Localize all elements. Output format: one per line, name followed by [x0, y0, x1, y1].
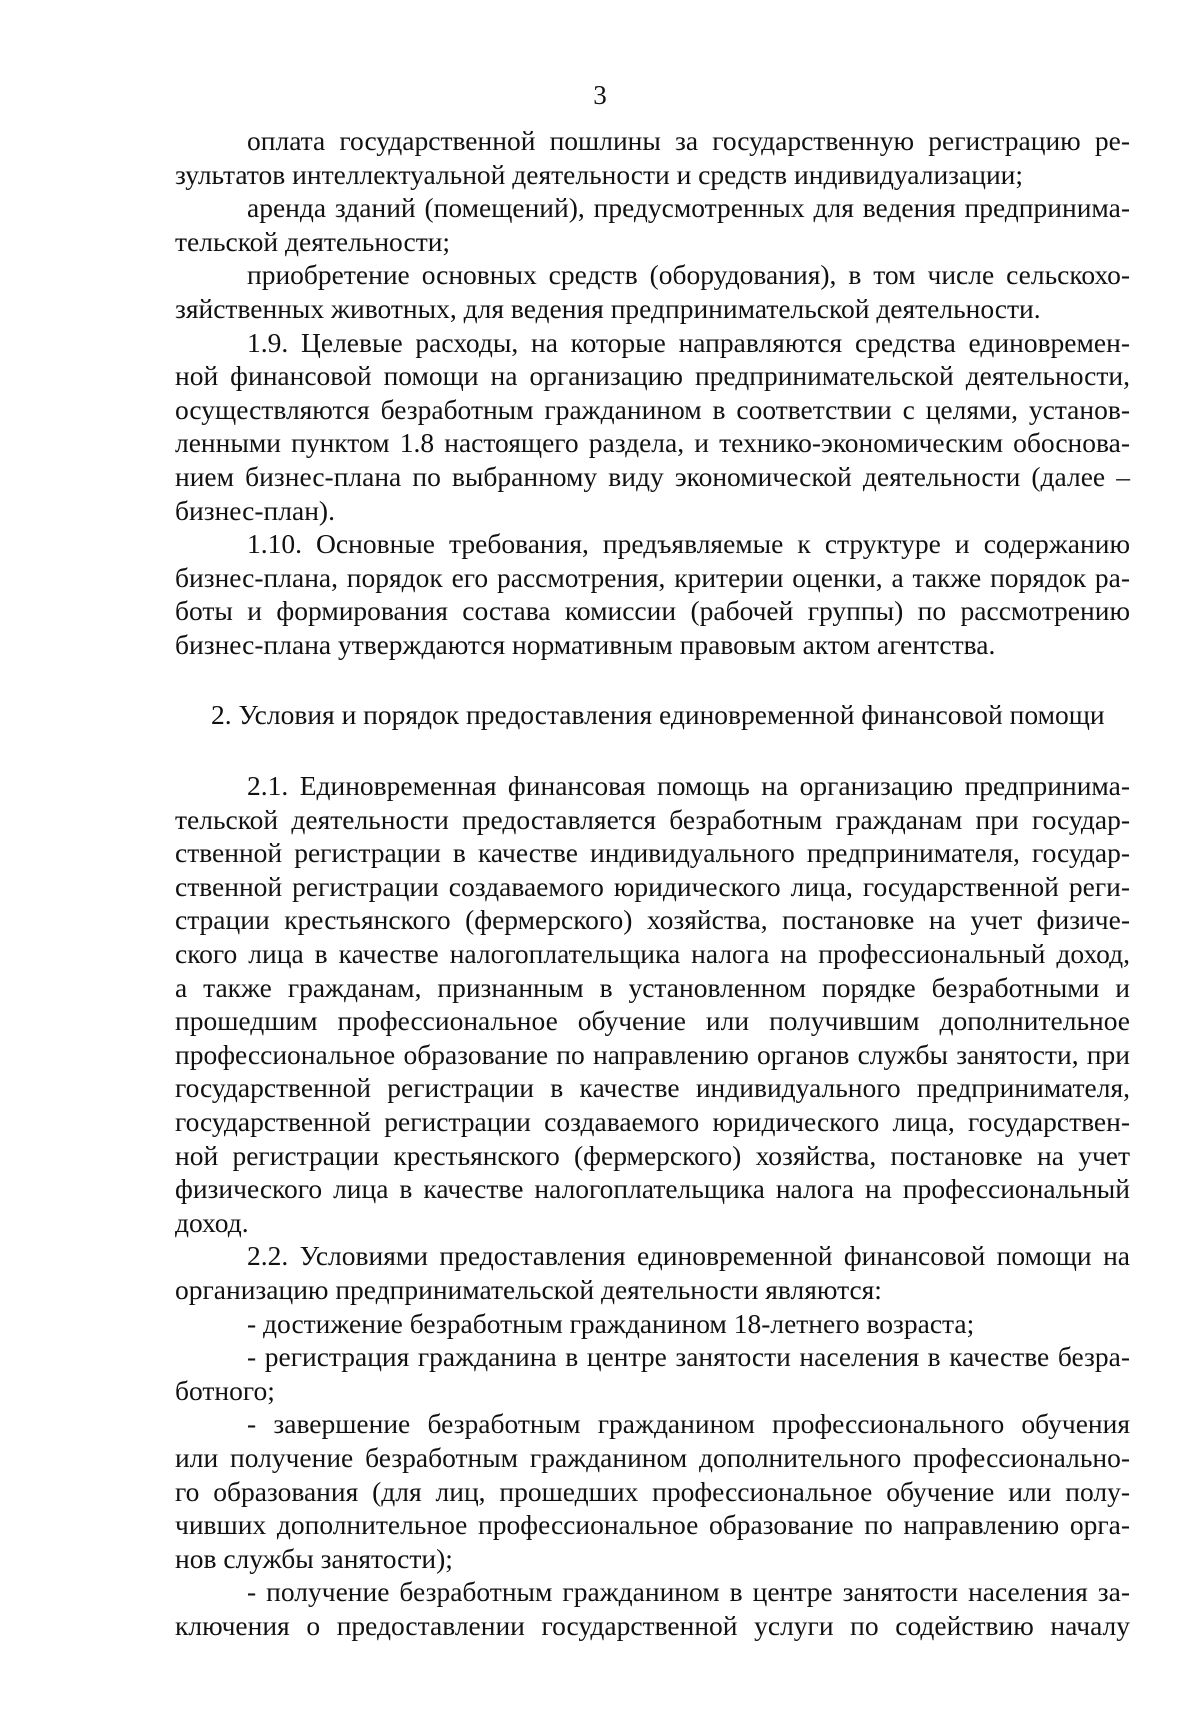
text-line: ключения о предоставлении государственной услуги по содействию началу [175, 1609, 1130, 1641]
text-line: организацию предпринимательской деятельности являются: [175, 1274, 882, 1305]
list-item [175, 1575, 1130, 1642]
text-line: профессиональное образование по направлению органов службы занятости, при [175, 1038, 1130, 1070]
paragraph [175, 1239, 1130, 1306]
text-line: зяйственных животных, для ведения предпринимательской деятельности. [175, 292, 1041, 324]
text-line: - регистрация гражданина в центре занятости населения в качестве безра- [247, 1341, 1130, 1373]
list-item [175, 1307, 1130, 1341]
text-line: ботного; [175, 1374, 275, 1406]
text-line: государственной регистрации создаваемого юридического лица, государствен- [175, 1106, 1130, 1138]
text-line: тельской деятельности предоставляется безработным гражданам при государ- [175, 803, 1130, 835]
text-line: боты и формирования состава комиссии (рабочей группы) по рассмотрению [175, 595, 1130, 627]
paragraph [175, 124, 1130, 191]
text-line: нием бизнес-плана по выбранному виду экономической деятельности (далее – [175, 460, 1130, 492]
text-line: бизнес-плана, порядок его рассмотрения, критерии оценки, а также порядок ра- [175, 561, 1130, 593]
text-line: 1.9. Целевые расходы, на которые направляются средства единовремен- [247, 326, 1130, 358]
text-line: 2.2. Условиями предоставления единовременной финансовой помощи на [247, 1240, 1130, 1272]
text-line: зультатов интеллектуальной деятельности и средств индивидуализации; [175, 158, 1024, 190]
text-line: чивших дополнительное профессиональное образование по направлению орга- [175, 1509, 1130, 1541]
text-line: ной регистрации крестьянского (фермерского) хозяйства, постановке на учет [175, 1139, 1130, 1171]
text-line: ского лица в качестве налогоплательщика налога на профессиональный доход, [175, 938, 1130, 970]
text-line: - завершение безработным гражданином профессионального обучения [247, 1408, 1130, 1440]
text-line: ственной регистрации создаваемого юридического лица, государственной реги- [175, 870, 1130, 902]
text-line: ной финансовой помощи на организацию предпринимательской деятельности, [175, 360, 1130, 392]
text-line: физического лица в качестве налогоплательщика налога на профессиональный [175, 1173, 1130, 1205]
paragraph [175, 326, 1130, 528]
text-line: 2.1. Единовременная финансовая помощь на организацию предпринима- [247, 770, 1130, 802]
text-line: тельской деятельности; [175, 225, 451, 257]
text-line: 1.10. Основные требования, предъявляемые к структуре и содержанию [247, 528, 1130, 560]
text-line: бизнес-план). [175, 494, 335, 526]
text-line: аренда зданий (помещений), предусмотренных для ведения предпринима- [247, 192, 1130, 224]
text-line: приобретение основных средств (оборудования), в том числе сельскохо- [247, 259, 1130, 291]
text-line: нов службы занятости); [175, 1542, 453, 1574]
text-line: прошедшим профессиональное обучение или получившим дополнительное [175, 1005, 1130, 1037]
text-line: - получение безработным гражданином в центре занятости населения за- [247, 1576, 1130, 1608]
paragraph [175, 191, 1130, 258]
paragraph [175, 769, 1130, 1239]
list-item [175, 1407, 1130, 1575]
text-line: осуществляются безработным гражданином в соответствии с целями, установ- [175, 393, 1130, 425]
text-line: оплата государственной пошлины за государственную регистрацию ре- [247, 125, 1130, 156]
section-heading: 2. Условия и порядок предоставления единовременной финансовой помощи [211, 698, 1105, 730]
document-body [175, 124, 1130, 1643]
paragraph [175, 527, 1130, 661]
text-line: - достижение безработным гражданином 18-летнего возраста; [247, 1307, 975, 1339]
text-line: государственной регистрации в качестве индивидуального предпринимателя, [175, 1072, 1130, 1104]
text-line: доход. [175, 1206, 249, 1238]
text-line: или получение безработным гражданином дополнительного профессионально- [175, 1441, 1130, 1473]
text-line: ственной регистрации в качестве индивидуального предпринимателя, государ- [175, 837, 1130, 869]
paragraph [175, 258, 1130, 325]
text-line: а также гражданам, признанным в установленном порядке безработными и [175, 971, 1130, 1003]
text-line: бизнес-плана утверждаются нормативным правовым актом агентства. [175, 628, 996, 660]
text-line: ленными пунктом 1.8 настоящего раздела, и технико-экономическим обоснова- [175, 427, 1130, 459]
page-number: 3 [593, 80, 607, 110]
text-line: го образования (для лиц, прошедших профессиональное обучение или полу- [175, 1475, 1130, 1507]
text-line: страции крестьянского (фермерского) хозяйства, постановке на учет физиче- [175, 904, 1130, 936]
list-item [175, 1340, 1130, 1407]
